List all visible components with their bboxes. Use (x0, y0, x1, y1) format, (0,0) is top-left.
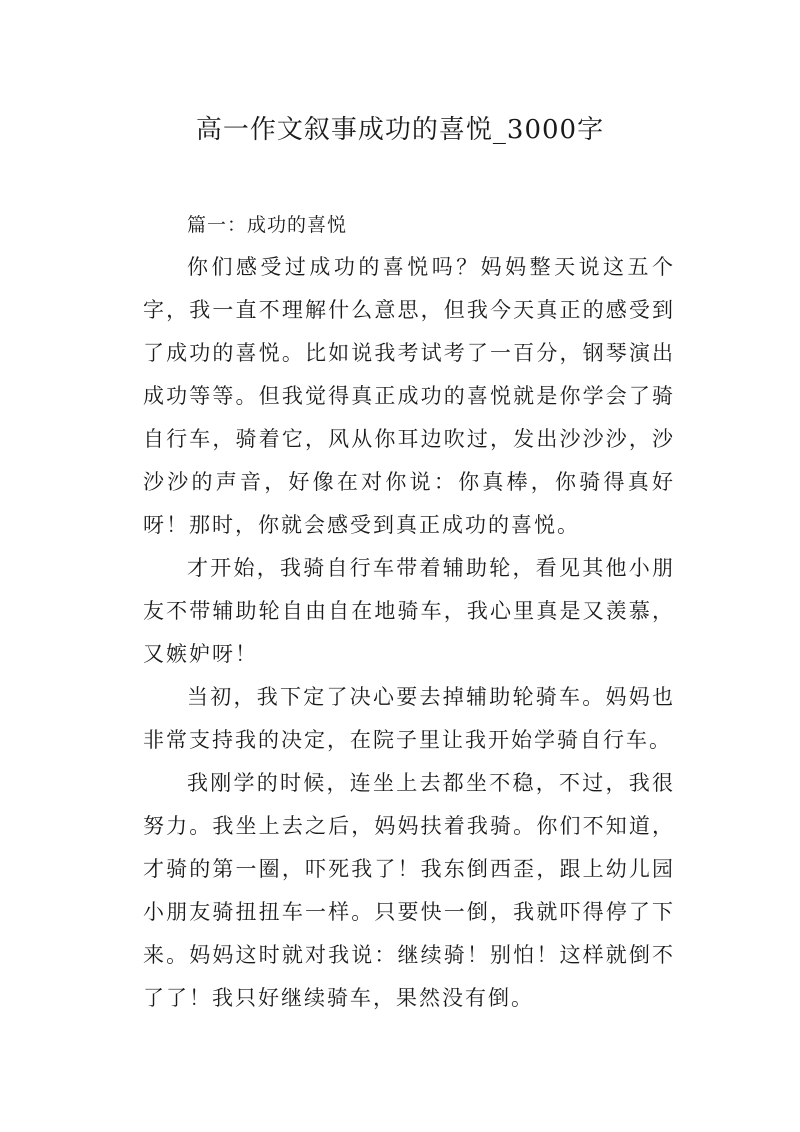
section-subtitle: 篇一：成功的喜悦 (187, 214, 348, 236)
paragraph-4: 我刚学的时候，连坐上去都坐不稳，不过，我很努力。我坐上去之后，妈妈扶着我骑。你们不知道，才骑的第一圈，吓死我了！我东倒西歪，跟上幼儿园小朋友骑扭扭车一样。只要快一倒，我就吓得停了下来。妈妈这时就对我说：继续骑！别怕！这样就倒不了了！我只好继续骑车，果然没有倒。 (143, 771, 675, 1010)
paragraph-1: 你们感受过成功的喜悦吗？妈妈整天说这五个字，我一直不理解什么意思，但我今天真正的感受到了成功的喜悦。比如说我考试考了一百分，钢琴演出成功等等。但我觉得真正成功的喜悦就是你学会了骑自行车，骑着它，风从你耳边吹过，发出沙沙沙，沙沙沙的声音，好像在对你说：你真棒，你骑得真好呀！那时，你就会感受到真正成功的喜悦。 (143, 255, 675, 537)
paragraph-3: 当初，我下定了决心要去掉辅助轮骑车。妈妈也非常支持我的决定，在院子里让我开始学骑自行车。 (143, 685, 675, 752)
paragraph-2: 才开始，我骑自行车带着辅助轮，看见其他小朋友不带辅助轮自由自在地骑车，我心里真是又羡慕，又嫉妒呀！ (143, 556, 675, 666)
document-body (143, 204, 675, 1020)
document-title: 高一作文叙事成功的喜悦_3000字 (195, 115, 605, 145)
